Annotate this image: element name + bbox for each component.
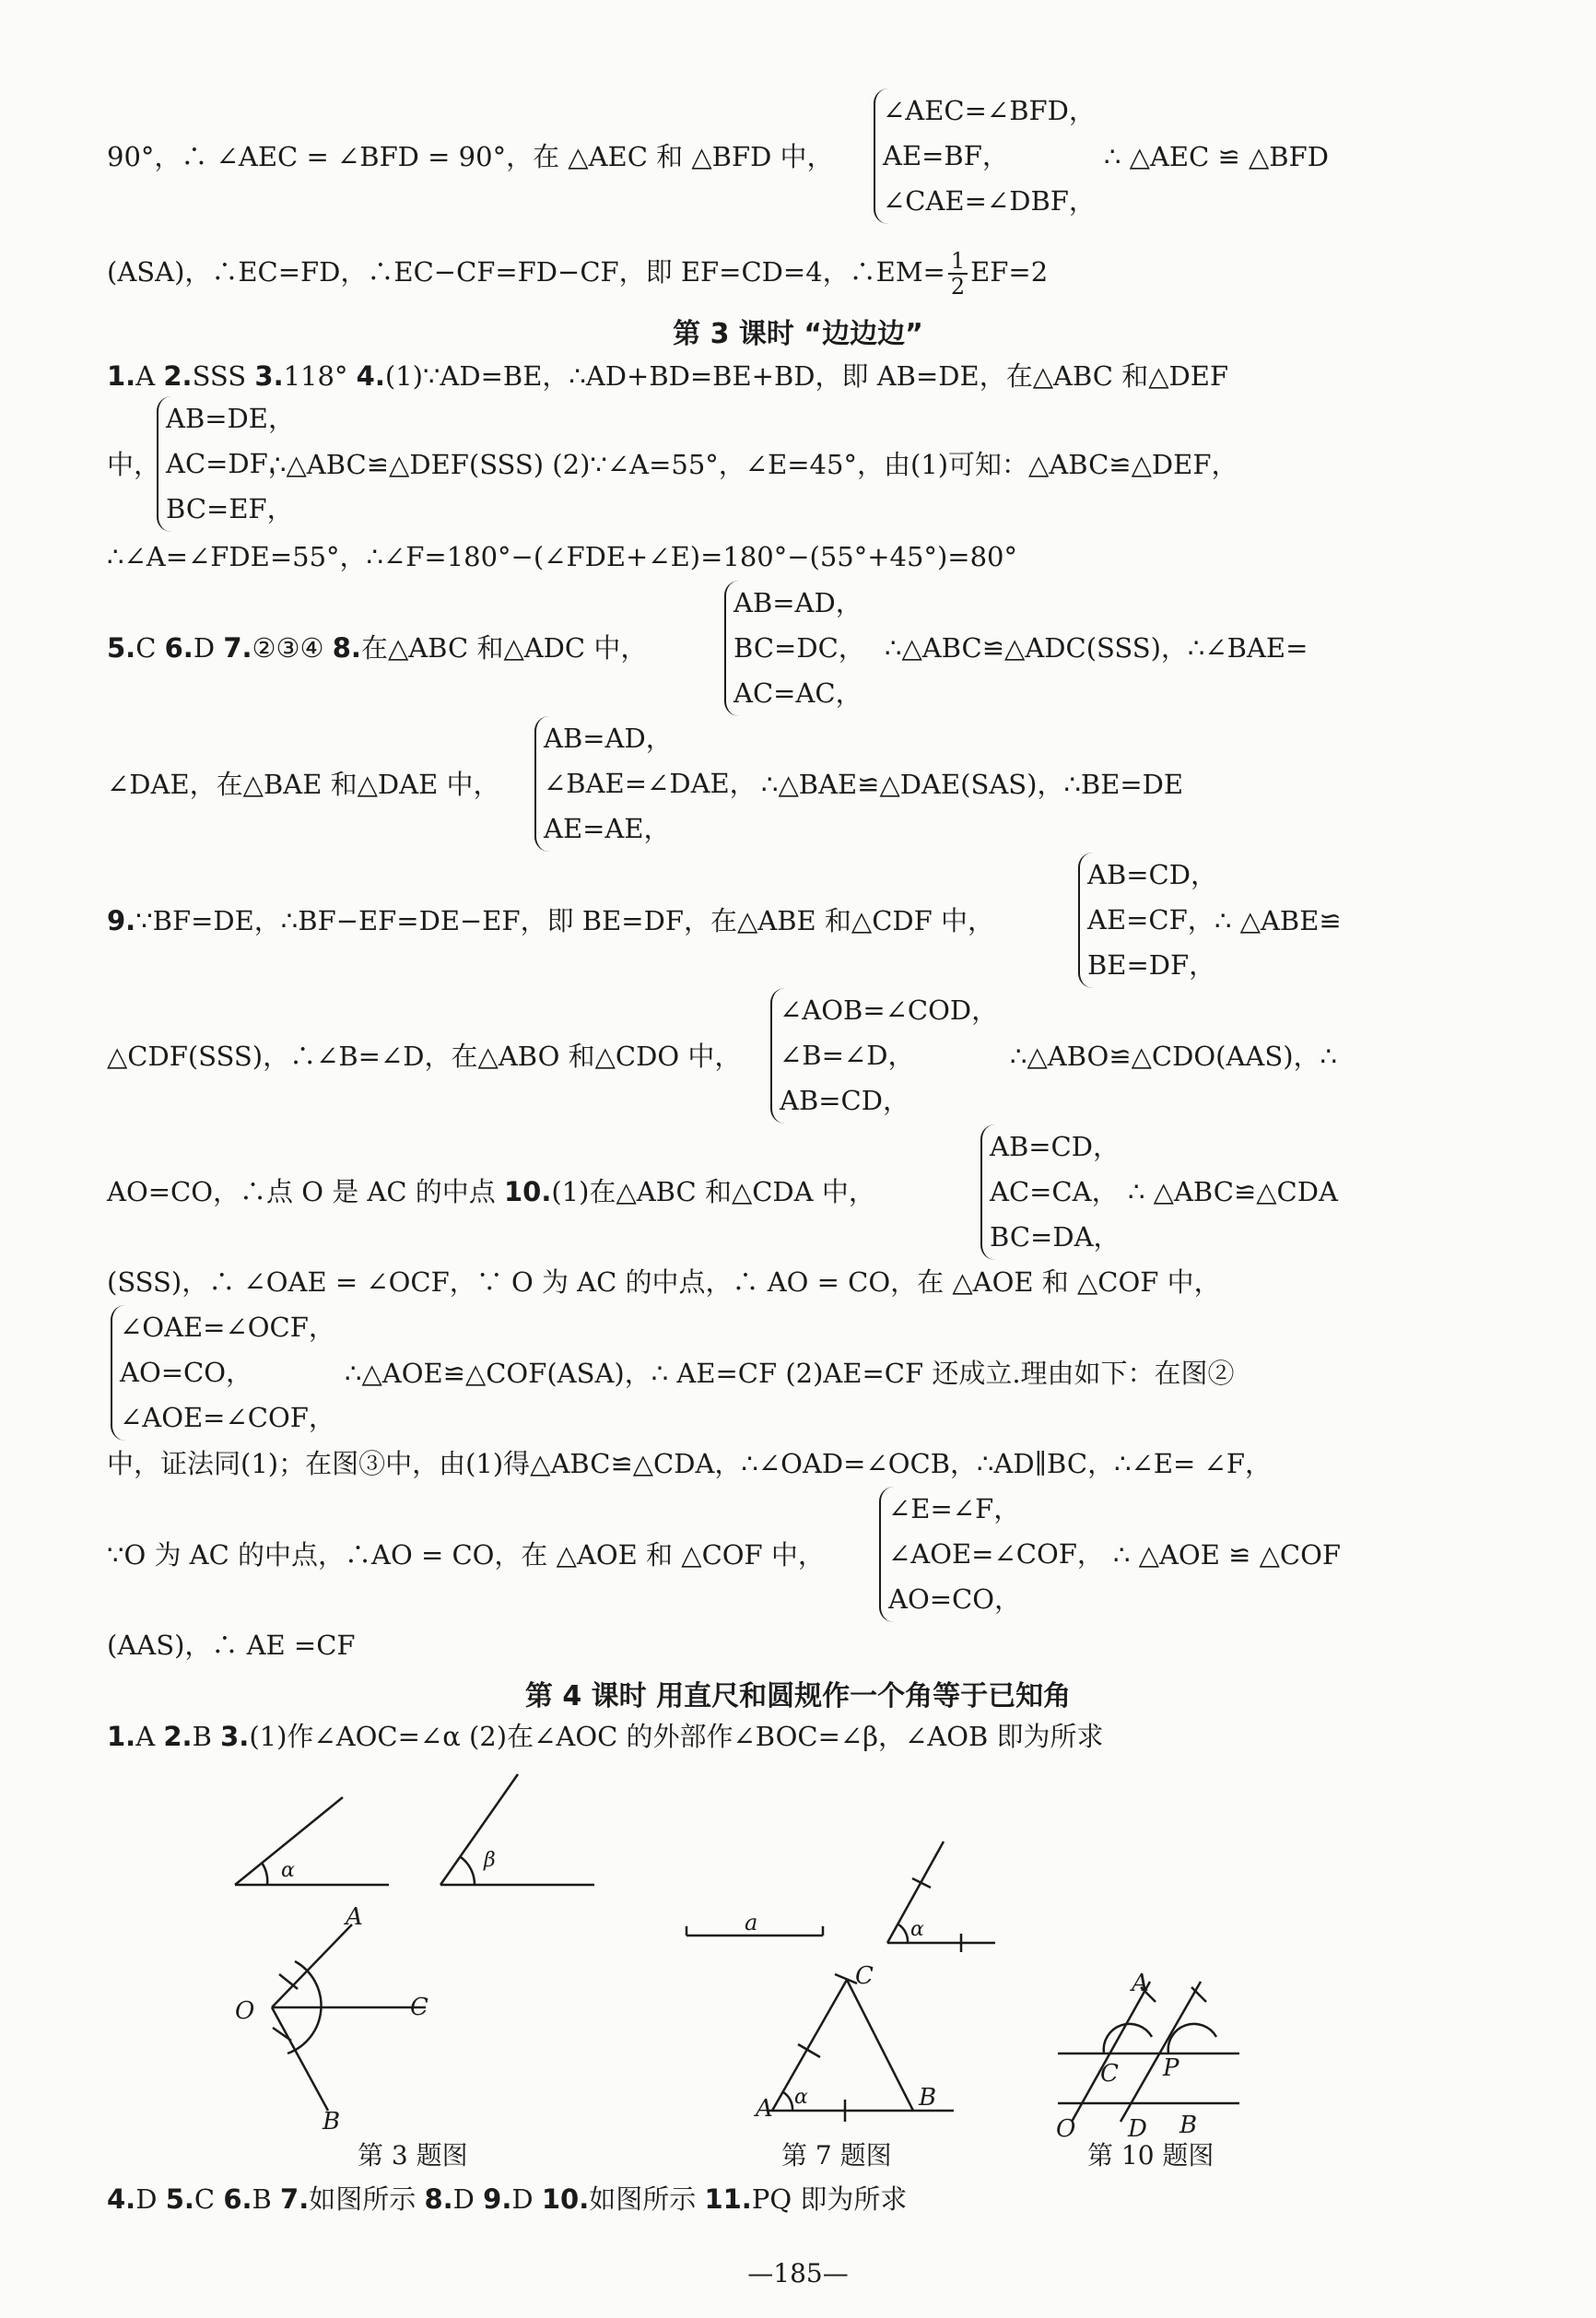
text-line: ∴ △AEC ≌ △BFD (1104, 141, 1329, 172)
system-brace: ∠E=∠F， ∠AOE=∠COF， AO=CO， (879, 1487, 1104, 1622)
text-line: ∴△ABC≌△DEF(SSS) (2)∵∠A=55°，∠E=45°，由(1)可知：△ABC≌△DEF， (269, 449, 1238, 480)
figure-caption: 第 10 题图 (1087, 2140, 1215, 2171)
label-point-a: A (346, 1903, 363, 1931)
parallel-figure (1058, 1982, 1239, 2122)
text-line: 5.C 6.D 7.②③④ 8.在△ABC 和△ADC 中， (107, 632, 648, 664)
text-line: △CDF(SSS)，∴∠B=∠D，在△ABO 和△CDO 中， (107, 1041, 742, 1072)
label-point-o: O (235, 1997, 255, 2025)
system-brace: ∠AOB=∠COD， ∠B=∠D， AB=CD， (770, 988, 998, 1124)
text-line: ∴△AOE≌△COF(ASA)，∴ AE=CF (2)AE=CF 还成立.理由如下：在图② (345, 1358, 1235, 1389)
text-line: 中， (107, 449, 161, 480)
label-point-b10: B (1179, 2112, 1198, 2139)
text-line: 4.D 5.C 6.B 7.如图所示 8.D 9.D 10.如图所示 11.PQ 即为所求 (107, 2183, 908, 2215)
system-brace: AB=AD， ∠BAE=∠DAE， AE=AE， (534, 716, 757, 852)
label-point-c10: C (1100, 2060, 1119, 2088)
label-point-a7: A (756, 2095, 773, 2123)
angle-alpha7-figure (887, 1841, 995, 1952)
text-line: 90°，∴ ∠AEC = ∠BFD = 90°，在 △AEC 和 △BFD 中， (107, 141, 834, 172)
label-point-b: B (323, 2108, 341, 2136)
text-line: ∵O 为 AC 的中点，∴AO = CO，在 △AOE 和 △COF 中， (107, 1539, 825, 1571)
label-point-b7: B (919, 2084, 937, 2112)
text-line: (SSS)，∴ ∠OAE = ∠OCF，∵ O 为 AC 的中点，∴ AO = CO，在 △AOE 和 △COF 中， (107, 1266, 1221, 1298)
text-line: ∴△ABC≌△ADC(SSS)，∴∠BAE= (885, 632, 1308, 664)
figure-caption: 第 3 题图 (358, 2140, 468, 2171)
system-brace: ∠AEC=∠BFD， AE=BF， ∠CAE=∠DBF， (874, 88, 1096, 224)
system-brace: AB=AD， BC=DC， AC=AC， (724, 581, 865, 716)
section-heading: 第 4 课时 用直尺和圆规作一个角等于已知角 (524, 1680, 1072, 1712)
label-alpha-7b: α (794, 2086, 808, 2109)
text-line: ∴ △AOE ≌ △COF (1113, 1539, 1341, 1571)
text-line: AO=CO，∴点 O 是 AC 的中点 10.(1)在△ABC 和△CDA 中， (107, 1176, 875, 1207)
text-line: (AAS)，∴ AE =CF (107, 1630, 356, 1661)
section-heading: 第 3 课时 “边边边” (673, 318, 923, 350)
label-beta: β (484, 1849, 496, 1872)
label-alpha-7: α (910, 1918, 924, 1941)
label-alpha: α (281, 1859, 295, 1882)
text-line: 中，证法同(1)；在图③中，由(1)得△ABC≌△CDA，∴∠OAD=∠OCB，∴AD∥BC，∴∠E= ∠F， (107, 1448, 1272, 1479)
angle-alpha-figure (235, 1797, 389, 1885)
label-point-d10: D (1128, 2115, 1147, 2143)
system-brace: AB=CD， AC=CA， BC=DA， (980, 1124, 1121, 1260)
text-line: ∠DAE，在△BAE 和△DAE 中， (107, 769, 500, 800)
label-point-o10: O (1056, 2115, 1076, 2143)
figure-caption: 第 7 题图 (781, 2140, 892, 2171)
text-line: ∴ △ABE≌ (1215, 905, 1342, 936)
angle-aob-figure (272, 1924, 426, 2111)
label-point-c7: C (855, 1962, 874, 1990)
system-brace: AB=CD， AE=CF， BE=DF， (1078, 853, 1217, 988)
text-line: 9.∵BF=DE，∴BF−EF=DE−EF，即 BE=DF，在△ABE 和△CDF 中， (107, 905, 994, 936)
system-brace: ∠OAE=∠OCF， AO=CO， ∠AOE=∠COF， (111, 1305, 335, 1441)
fraction: $\frac{1}{2}$ (948, 249, 968, 299)
text-line: 1.A 2.B 3.(1)作∠AOC=∠α (2)在∠AOC 的外部作∠BOC=∠β，∠AOB 即为所求 (107, 1721, 1104, 1752)
text-line: ∴∠A=∠FDE=55°，∴∠F=180°−(∠FDE+∠E)=180°−(55°+45°)=80° (107, 541, 1017, 572)
text-line: ∴ △ABC≌△CDA (1128, 1176, 1338, 1207)
label-segment-a: a (745, 1910, 758, 1936)
label-point-a10: A (1132, 1970, 1149, 1997)
label-point-c: C (410, 1994, 428, 2021)
angle-beta-figure (440, 1774, 594, 1885)
text-line: ∴△ABO≌△CDO(AAS)，∴ (1010, 1041, 1337, 1072)
label-point-p10: P (1163, 2054, 1179, 2082)
page-number: —185— (747, 2258, 849, 2289)
text-line: ∴△BAE≌△DAE(SAS)，∴BE=DE (761, 769, 1184, 800)
text-line: 1.A 2.SSS 3.118° 4.(1)∵AD=BE，∴AD+BD=BE+BD，即 AB=DE，在△ABC 和△DEF (107, 360, 1229, 392)
figures-area (0, 1751, 1596, 2175)
text-line: (ASA)，∴EC=FD，∴EC−CF=FD−CF，即 EF=CD=4，∴EM= $\frac{1}{2}$ EF=2 (107, 248, 1049, 300)
system-brace: AB=DE， AC=DF， BC=EF， (157, 396, 295, 532)
